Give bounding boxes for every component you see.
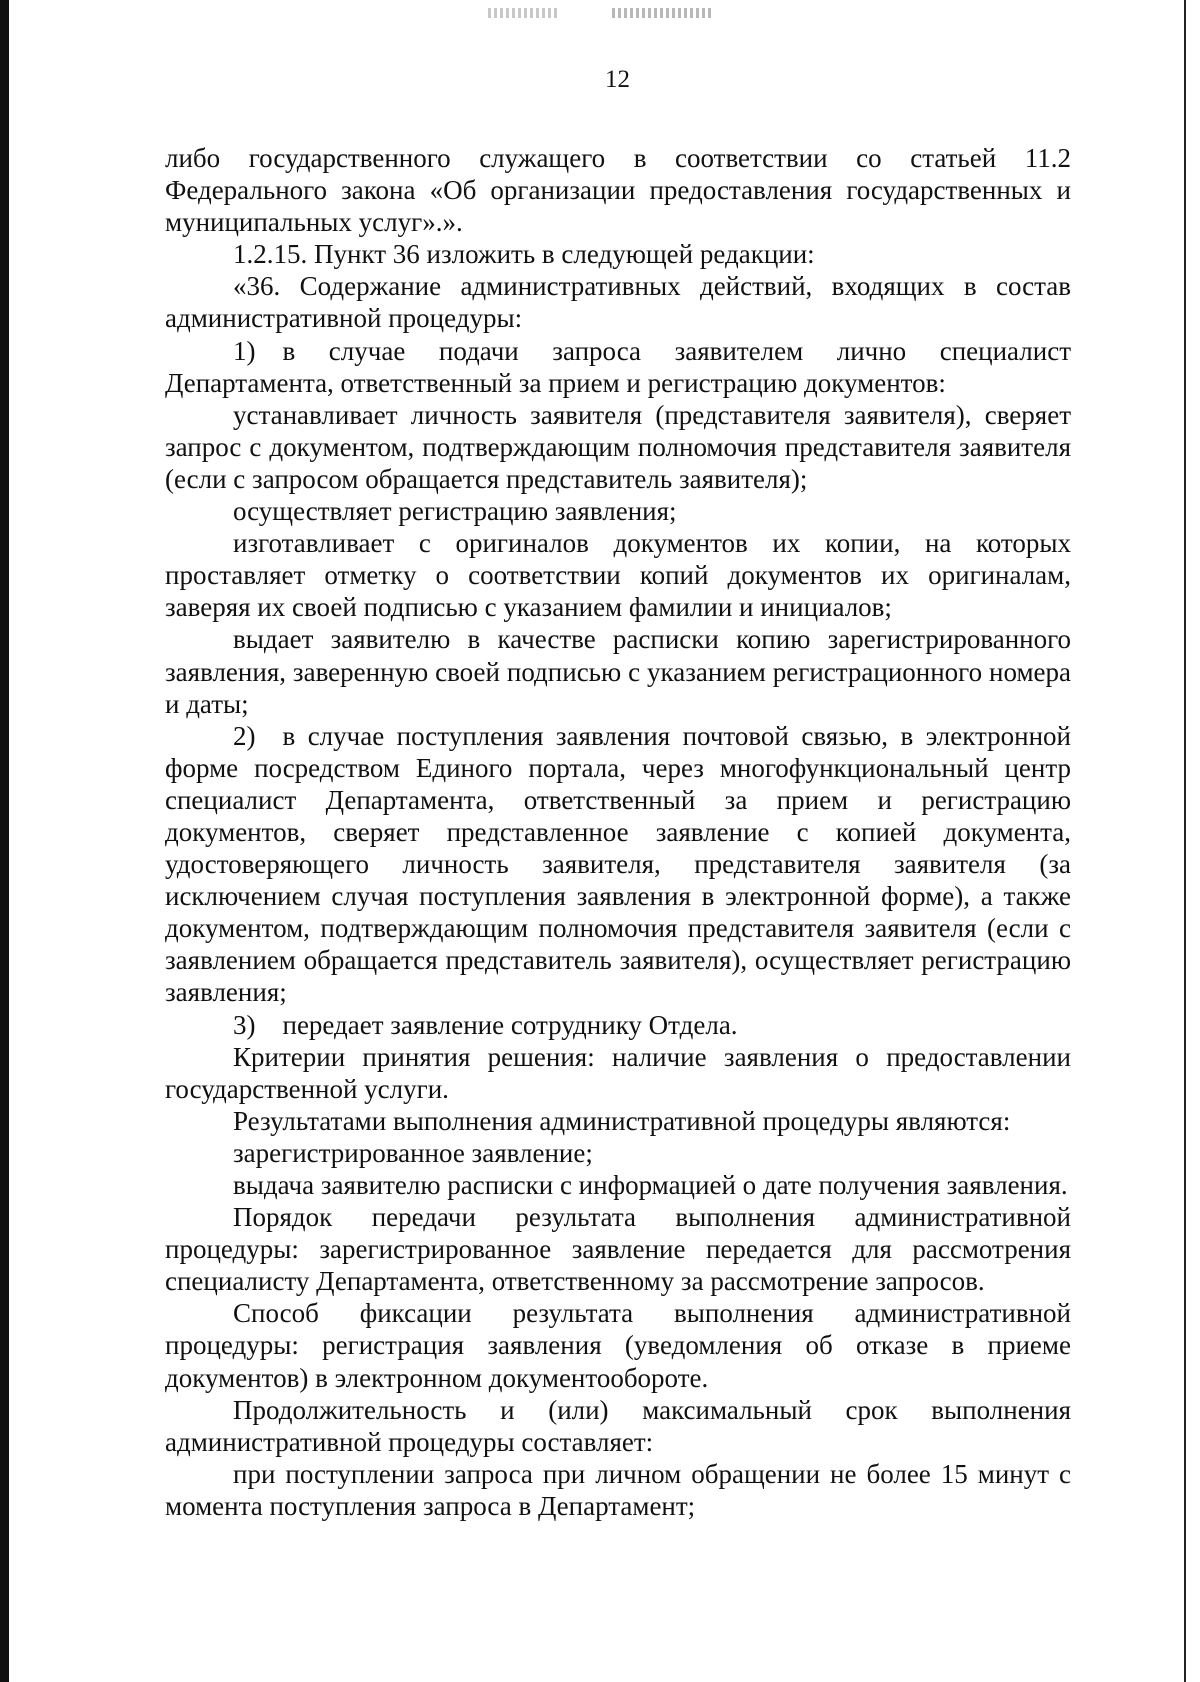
paragraph: Порядок передачи результата выполнения административной процедуры: зарегистрированное заявление передается для рассмотрения специалисту Департамента, ответственному за рассмотрение запросов.: [165, 1202, 1071, 1297]
paragraph: осуществляет регистрацию заявления;: [233, 496, 677, 527]
paragraph: Критерии принятия решения: наличие заявления о предоставлении государственной услуги.: [165, 1041, 1071, 1104]
paragraph: при поступлении запроса при личном обращении не более 15 минут с момента поступления запроса в Департамент;: [165, 1458, 1071, 1521]
paragraph: выдает заявителю в качестве расписки копию зарегистрированного заявления, заверенную своей подписью с указанием регистрационного номера и даты;: [165, 624, 1071, 719]
scan-artifact: [612, 8, 712, 18]
page-number: 12: [605, 66, 630, 93]
paragraph: Способ фиксации результата выполнения административной процедуры: регистрация заявления (уведомления об отказе в приеме документов) в электронном документообороте.: [165, 1298, 1071, 1393]
list-item: 1) в случае подачи запроса заявителем лично специалист Департамента, ответственный за прием и регистрацию документов:: [165, 335, 1071, 398]
paragraph: устанавливает личность заявителя (представителя заявителя), сверяет запрос с документом, подтверждающим полномочия представителя заявителя (если с запросом обращается представитель заявителя);: [165, 399, 1071, 494]
paragraph: 1.2.15. Пункт 36 изложить в следующей редакции:: [233, 239, 815, 270]
paragraph: зарегистрированное заявление;: [233, 1137, 593, 1168]
paragraph: выдача заявителю расписки с информацией о дате получения заявления.: [233, 1170, 1068, 1200]
paragraph: «36. Содержание административных действий, входящих в состав административной процедуры:: [165, 271, 1071, 334]
paragraph: Продолжительность и (или) максимальный срок выполнения административной процедуры составляет:: [165, 1394, 1071, 1457]
scan-edge-right: [1184, 0, 1186, 1682]
scan-edge-left: [0, 0, 9, 1682]
scan-artifact: [488, 8, 560, 18]
list-item: 3) передает заявление сотруднику Отдела.: [233, 1009, 738, 1040]
paragraph: изготавливает с оригиналов документов их копии, на которых проставляет отметку о соответствии копий документов их оригиналам, заверяя их своей подписью с указанием фамилии и инициалов;: [165, 528, 1071, 623]
paragraph: Результатами выполнения административной процедуры являются:: [233, 1105, 1011, 1136]
document-body: [165, 142, 1071, 1522]
paragraph: либо государственного служащего в соответствии со статьей 11.2 Федерального закона «Об организации предоставления государственных и муниципальных услуг».».: [165, 143, 1071, 238]
list-item: 2) в случае поступления заявления почтовой связью, в электронной форме посредством Единого портала, через многофункциональный центр специалист Департамента, ответственный за прием и регистрацию документов, сверяет представленное заявление с копией документа, удостоверяющего личность заявителя, представителя заявителя (за исключением случая поступления заявления в электронной форме), а также документом, подтверждающим полномочия представителя заявителя (если с заявлением обращается представитель заявителя), осуществляет регистрацию заявления;: [165, 720, 1071, 1008]
